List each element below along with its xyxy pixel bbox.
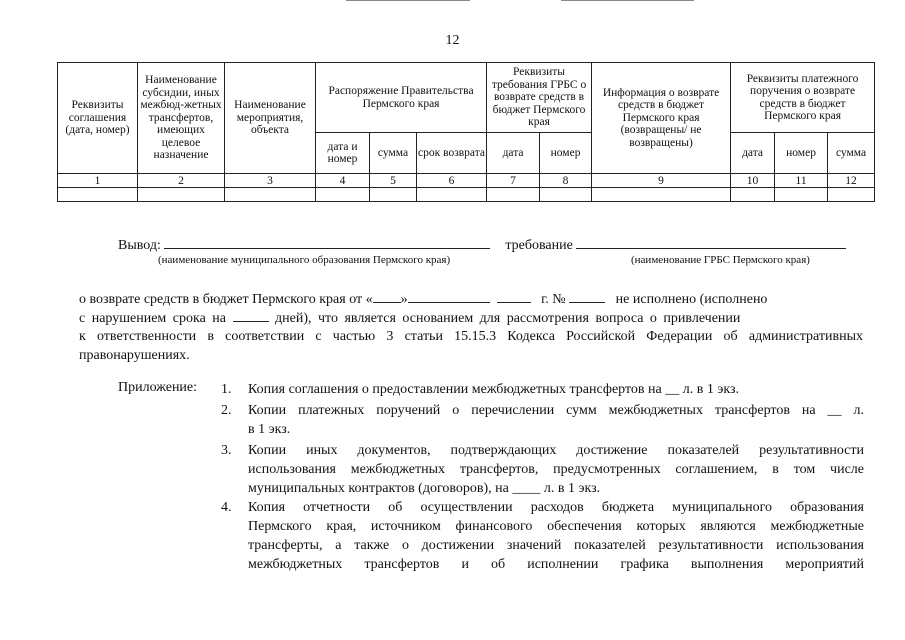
column-number: 1 [58, 174, 138, 188]
header-pay-sum: сумма [828, 133, 875, 174]
appendix-item-line: Копия отчетности об осуществлении расходов бюджета муниципального образования [248, 500, 864, 515]
appendix-item-line: Пермского края, источником финансового обеспечения которых являются межбюджетные [248, 519, 864, 534]
appendix-item-line: Копии иных документов, подтверждающих достижение показателей результативности [248, 443, 864, 458]
appendix-item-line: Копия соглашения о предоставлении межбюджетных трансфертов на __ л. в 1 экз. [248, 382, 739, 397]
appendix-item-number: 3. [221, 443, 232, 458]
paragraph-line-1 [79, 289, 863, 308]
header-order-sum: сумма [370, 133, 417, 174]
header-order-date: дата и номер [316, 133, 370, 174]
header-pay-number: номер [775, 133, 828, 174]
conclusion-paragraph [79, 289, 863, 365]
month-field[interactable] [408, 289, 490, 303]
header-subsidy: Наименование субсидии, иных межбюд-жетных трансфертов, имеющих целевое назначение [138, 63, 225, 174]
paragraph-line-3: к ответственности в соответствии с частью 3 статьи 15.15.3 Кодекса Российской Федерации об административных [79, 329, 863, 344]
municipality-name-field[interactable] [164, 236, 490, 249]
column-number-row [58, 174, 875, 188]
number-field[interactable] [569, 289, 605, 303]
header-payment: Реквизиты платежного поручения о возврате средств в бюджет Пермского края [731, 63, 875, 133]
header-grbs-number: номер [540, 133, 592, 174]
column-number: 4 [316, 174, 370, 188]
day-field[interactable] [373, 289, 401, 303]
column-number: 12 [828, 174, 875, 188]
column-number: 9 [592, 174, 731, 188]
header-pay-date: дата [731, 133, 775, 174]
appendix-label: Приложение: [118, 380, 198, 395]
header-agreement: Реквизиты соглашения (дата, номер) [58, 63, 138, 174]
appendix-item-line: трансферты, а также о достижении значений показателей результативности использования [248, 538, 864, 553]
caption-municipality: (наименование муниципального образования Пермского края) [158, 254, 451, 266]
header-info: Информация о возврате средств в бюджет Пермского края (возвращены/ не возвращены) [592, 63, 731, 174]
requirement-word: требование [505, 238, 573, 253]
return-report-table [57, 62, 875, 202]
paragraph-text: » [400, 292, 408, 307]
column-number: 2 [138, 174, 225, 188]
column-number: 10 [731, 174, 775, 188]
appendix-item-line: в 1 экз. [248, 422, 291, 437]
paragraph-text: с нарушением срока на [79, 311, 227, 326]
conclusion-label: Вывод: [118, 238, 161, 253]
conclusion-line [118, 236, 846, 254]
header-order: Распоряжение Правительства Пермского края [316, 63, 487, 133]
appendix-item-number: 4. [221, 500, 232, 515]
header-order-deadline: срок возврата [417, 133, 487, 174]
column-number: 6 [417, 174, 487, 188]
days-field[interactable] [233, 308, 269, 322]
paragraph-text: дней), что является основанием для рассмотрения вопроса о привлечении [275, 311, 741, 326]
top-rule-left [346, 0, 470, 1]
year-field[interactable] [497, 289, 531, 303]
column-number: 8 [540, 174, 592, 188]
header-grbs: Реквизиты требования ГРБС о возврате средств в бюджет Пермского края [487, 63, 592, 133]
column-number: 7 [487, 174, 540, 188]
header-grbs-date: дата [487, 133, 540, 174]
empty-data-row [58, 188, 875, 202]
paragraph-text: не исполнено (исполнено [615, 292, 768, 307]
top-rule-right [561, 0, 694, 1]
page-number: 12 [445, 33, 460, 48]
appendix-item-line: Копии платежных поручений о перечислении сумм межбюджетных трансфертов на __ л. [248, 403, 864, 418]
appendix-item-number: 2. [221, 403, 232, 418]
paragraph-text: г. № [541, 292, 566, 307]
header-event: Наименование мероприятия, объекта [225, 63, 316, 174]
appendix-item-line: муниципальных контрактов (договоров), на ____ л. в 1 экз. [248, 481, 601, 496]
paragraph-text: о возврате средств в бюджет Пермского края от « [79, 292, 373, 307]
column-number: 11 [775, 174, 828, 188]
paragraph-line-2 [79, 308, 863, 327]
appendix-item-number: 1. [221, 382, 232, 397]
appendix-item-line: межбюджетных трансфертов и об исполнении графика выполнения мероприятий [248, 557, 864, 572]
appendix-item-line: использования межбюджетных трансфертов, предусмотренных соглашением, в том числе [248, 462, 864, 477]
paragraph-line-4: правонарушениях. [79, 348, 190, 363]
column-number: 3 [225, 174, 316, 188]
column-number: 5 [370, 174, 417, 188]
caption-grbs: (наименование ГРБС Пермского края) [631, 254, 810, 266]
grbs-name-field[interactable] [576, 236, 846, 249]
